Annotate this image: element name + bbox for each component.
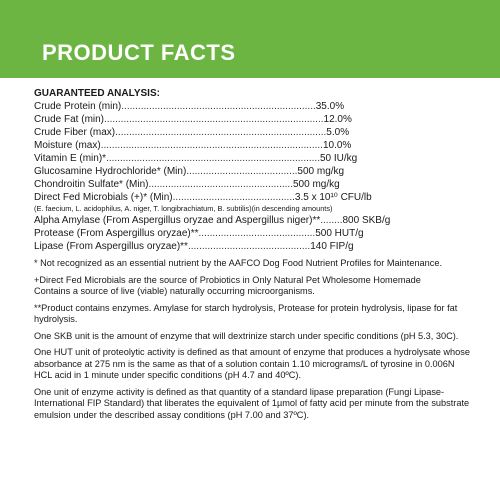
note-enzymes: **Product contains enzymes. Amylase for starch hydrolysis, Protease for protein hydrolysis, lipase for fat hydrolysis. (34, 302, 458, 324)
analysis-row (34, 113, 470, 126)
leader-dots: ............................................ (187, 241, 311, 252)
note-microbials: +Direct Fed Microbials are the source of Probiotics in Only Natural Pet Wholesome Homemade (34, 274, 421, 285)
enzyme-name: Alpha Amylase (From Aspergillus oryzae and Aspergillus niger)** (34, 215, 321, 226)
nutrient-value: 3.5 x 10¹⁰ CFU/lb (294, 192, 372, 203)
note-lipase-unit: One unit of enzyme activity is defined as that quantity of a standard lipase preparation (Fungi Lipase-International FIP Standard) that liberates the equivalent of 1µmol of fatty acid per minute from the substrate emulsion under the described assay conditions (pH 7.00 and 37ºC). (34, 386, 470, 420)
microbial-species-list: (E. faecium, L. acidophilus, A. niger, T. longibrachiatum, B. subtilis)(in descending amounts) (34, 204, 333, 213)
enzyme-row (34, 214, 470, 227)
analysis-row (34, 100, 470, 113)
analysis-row (34, 126, 470, 139)
nutrient-name: Crude Protein (min) (34, 101, 122, 112)
leader-dots: ...................................................................... (121, 101, 316, 112)
analysis-row (34, 139, 470, 152)
leader-dots: ............................................ (172, 192, 295, 203)
note-skb-unit: One SKB unit is the amount of enzyme that will dextrinize starch under specific conditions (pH 5.3, 30C). (34, 330, 459, 341)
nutrient-name: Direct Fed Microbials (+)* (Min) (34, 192, 173, 203)
analysis-heading: GUARANTEED ANALYSIS: (34, 88, 160, 99)
nutrient-value: 500 mg/kg (292, 179, 340, 190)
leader-dots: .................................................... (148, 179, 293, 190)
note-live-cultures: Contains a source of live (viable) naturally occurring microorganisms. (34, 286, 315, 296)
header-banner (0, 0, 500, 78)
note-hut-unit: One HUT unit of proteolytic activity is defined as that amount of enzyme that produces a hydrolysate whose absorbance at 275 nm is the same as that of a solution contain 1.10 micrograms/L of tyrosine in 0.006N HCL acid in 1 minute under specific conditions (pH 4.7 and 40ºC). (34, 347, 470, 380)
leader-dots: ............................................................................. (106, 153, 320, 164)
product-facts-content (34, 88, 470, 421)
nutrient-value: 50 IU/kg (320, 153, 358, 164)
analysis-row (34, 178, 470, 191)
enzyme-name: Protease (From Aspergillus oryzae)** (34, 228, 199, 239)
nutrient-name: Vitamin E (min)* (34, 153, 107, 164)
nutrient-value: 10.0% (322, 140, 352, 151)
banner-title: PRODUCT FACTS (42, 40, 236, 65)
enzyme-row (34, 240, 470, 253)
note-aafco: * Not recognized as an essential nutrient by the AAFCO Dog Food Nutrient Profiles for Maintenance. (34, 258, 443, 268)
nutrient-value: 500 mg/kg (297, 166, 345, 177)
nutrient-name: Moisture (max) (34, 140, 101, 151)
nutrient-name: Crude Fiber (max) (34, 127, 116, 138)
leader-dots: ........ (320, 215, 343, 226)
leader-dots: ............................................................................... (104, 114, 324, 125)
leader-dots: ............................................................................ (115, 127, 327, 138)
nutrient-name: Chondroitin Sulfate* (Min) (34, 179, 149, 190)
enzyme-value: 140 FIP/g (310, 241, 354, 252)
analysis-row (34, 165, 470, 178)
enzyme-value: 800 SKB/g (342, 215, 391, 226)
analysis-row (34, 152, 470, 165)
nutrient-name: Glucosamine Hydrochloride* (Min) (34, 166, 187, 177)
enzyme-value: 500 HUT/g (315, 228, 364, 239)
nutrient-name: Crude Fat (min) (34, 114, 105, 125)
nutrient-value: 5.0% (326, 127, 350, 138)
leader-dots: ........................................ (186, 166, 298, 177)
leader-dots: .......................................... (198, 228, 316, 239)
leader-dots: ................................................................................ (100, 140, 323, 151)
nutrient-value: 35.0% (315, 101, 345, 112)
nutrient-value: 12.0% (323, 114, 352, 125)
analysis-row (34, 191, 470, 204)
enzyme-row (34, 227, 470, 240)
enzyme-name: Lipase (From Aspergillus oryzae)** (34, 241, 188, 252)
